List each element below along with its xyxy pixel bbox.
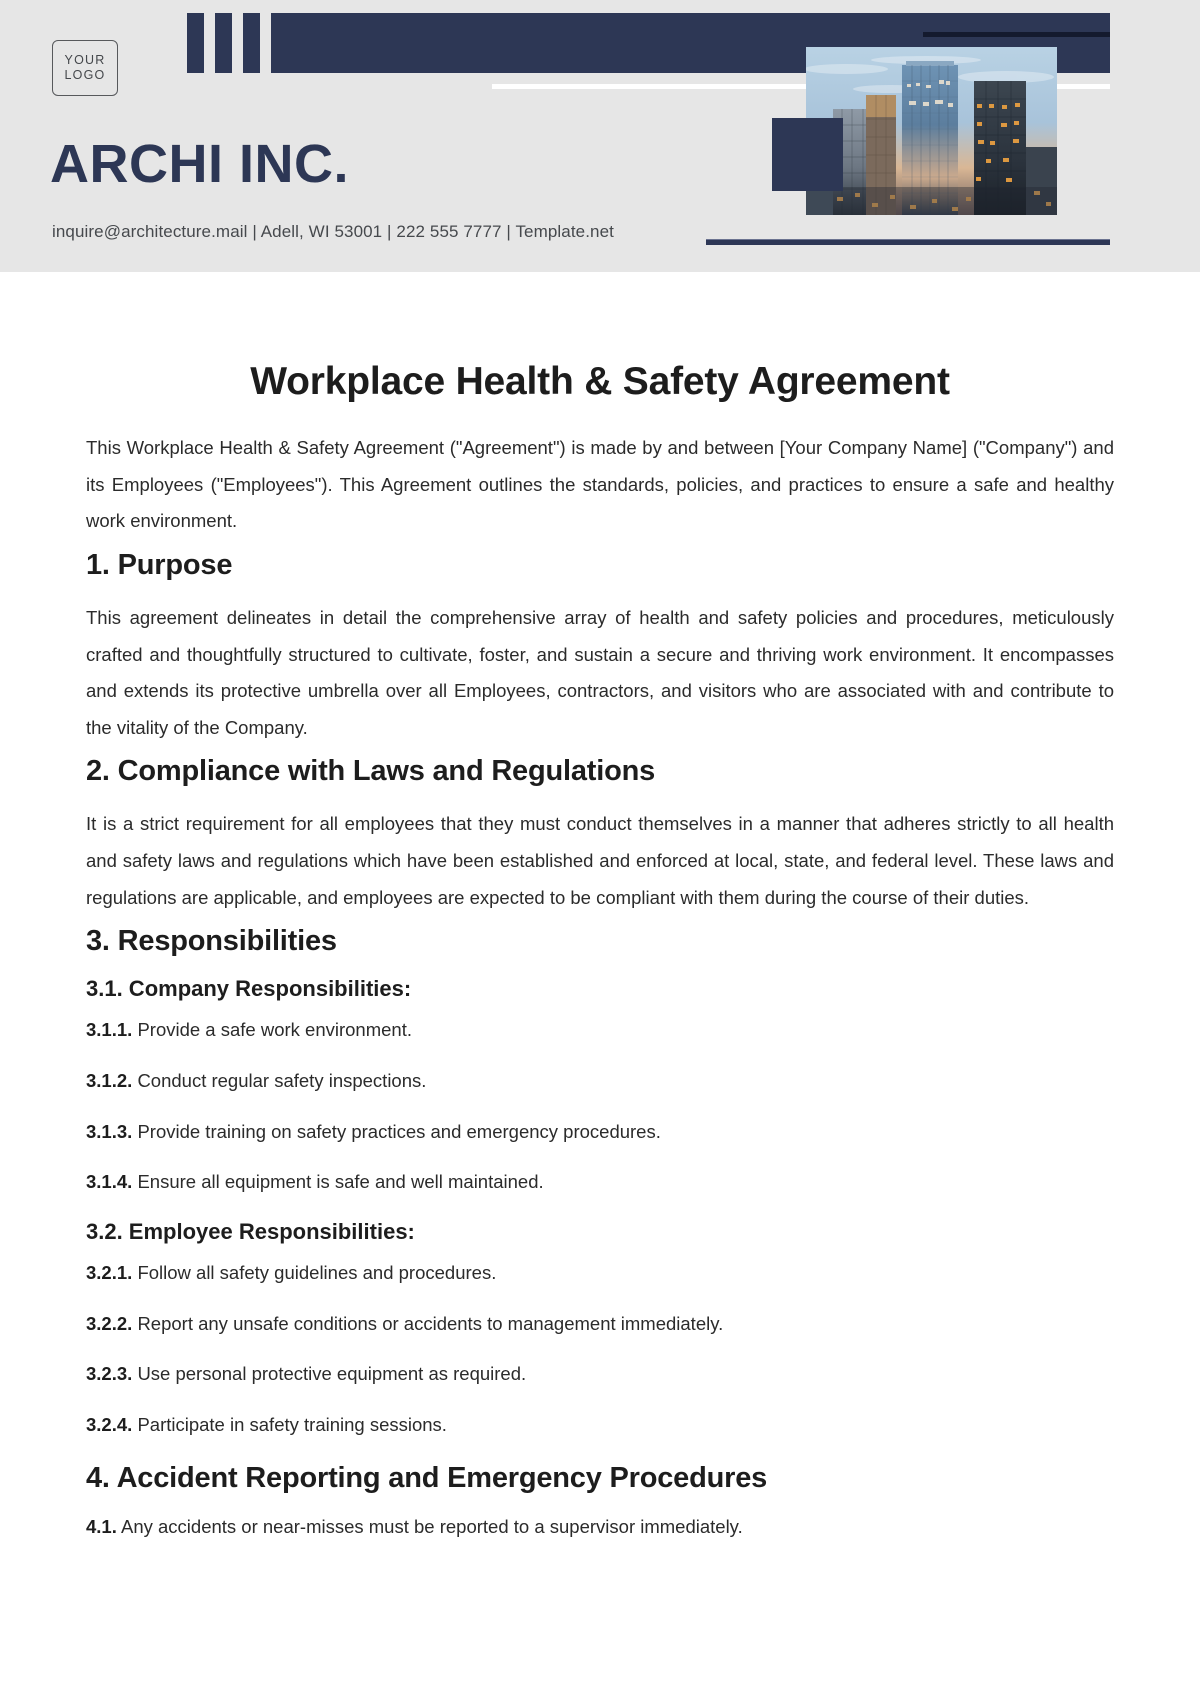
letterhead-right-margin xyxy=(1110,0,1200,272)
clause-number: 3.1.1. xyxy=(86,1019,133,1041)
clause-number: 3.1.2. xyxy=(86,1069,133,1091)
clause-4-1 xyxy=(86,1513,1114,1542)
navy-bottom-rule xyxy=(706,239,1110,245)
clause-text: Any accidents or near-misses must be reported to a supervisor immediately. xyxy=(120,1515,743,1537)
clause-text: Use personal protective equipment as required. xyxy=(137,1363,527,1385)
section-body-1: This agreement delineates in detail the comprehensive array of health and safety policies and procedures, meticulously crafted and thoughtfully structured to cultivate, foster, and sustain a secure and thriving work environment. It encompasses and extends its protective umbrella over all Employees, contractors, and visitors who are associated with and contribute to the vitality of the Company. xyxy=(86,606,1114,738)
clause-text: Participate in safety training sessions. xyxy=(137,1413,447,1435)
clause-number: 3.2.2. xyxy=(86,1312,133,1334)
section-heading-4: 4. Accident Reporting and Emergency Procedures xyxy=(86,1461,768,1494)
clause-text: Follow all safety guidelines and procedures. xyxy=(137,1261,497,1283)
section-heading-3: 3. Responsibilities xyxy=(86,925,337,958)
clause-3-2-2 xyxy=(86,1310,1114,1339)
clause-3-1-2 xyxy=(86,1067,1114,1096)
clause-text: Provide training on safety practices and emergency procedures. xyxy=(137,1120,661,1142)
section-body-2: It is a strict requirement for all employees that they must conduct themselves in a manner that adheres strictly to all health and safety laws and regulations which have been established and enforced at local, state, and federal level. These laws and regulations are applicable, and employees are expected to be compliant with them during the course of their duties. xyxy=(86,813,1114,908)
clause-3-2-3 xyxy=(86,1360,1114,1389)
clause-number: 4.1. xyxy=(86,1515,117,1537)
logo-line-1: YOUR xyxy=(64,52,106,67)
decorative-tick-bar-3 xyxy=(243,13,260,73)
section-heading-2: 2. Compliance with Laws and Regulations xyxy=(86,755,656,788)
clause-text: Report any unsafe conditions or accidents to management immediately. xyxy=(137,1312,724,1334)
clause-text: Conduct regular safety inspections. xyxy=(137,1069,427,1091)
document-body xyxy=(0,272,1200,1563)
subsection-heading-3-1: 3.1. Company Responsibilities: xyxy=(86,976,412,1002)
subsection-heading-3-2: 3.2. Employee Responsibilities: xyxy=(86,1218,415,1244)
clause-number: 3.2.4. xyxy=(86,1413,133,1435)
clause-number: 3.2.3. xyxy=(86,1363,133,1385)
logo-placeholder xyxy=(52,40,118,96)
decorative-tick-bar-2 xyxy=(215,13,232,73)
intro-paragraph: This Workplace Health & Safety Agreement ("Agreement") is made by and between [Your Company Name] ("Company") and its Employees ("Employees"). This Agreement outlines the standards, policies, and practices to ensure a safe and healthy work environment. xyxy=(86,437,1114,532)
clause-number: 3.1.4. xyxy=(86,1171,133,1193)
logo-line-2: LOGO xyxy=(64,68,106,82)
clause-3-1-1 xyxy=(86,1016,1114,1045)
decorative-tick-bar-1 xyxy=(187,13,204,73)
contact-info-line: inquire@architecture.mail | Adell, WI 53001 | 222 555 7777 | Template.net xyxy=(52,222,614,241)
clause-3-2-4 xyxy=(86,1411,1114,1440)
clause-text: Provide a safe work environment. xyxy=(137,1019,412,1041)
page-title: Workplace Health & Safety Agreement xyxy=(250,360,950,403)
clause-number: 3.1.3. xyxy=(86,1120,133,1142)
clause-3-2-1 xyxy=(86,1259,1114,1288)
clause-text: Ensure all equipment is safe and well maintained. xyxy=(137,1171,544,1193)
letterhead-banner xyxy=(0,0,1110,272)
city-skyline-photo xyxy=(806,47,1057,215)
navy-accent-stripe xyxy=(923,32,1110,37)
section-heading-1: 1. Purpose xyxy=(86,548,233,581)
navy-accent-square xyxy=(772,118,843,191)
clause-number: 3.2.1. xyxy=(86,1261,133,1283)
clause-3-1-3 xyxy=(86,1118,1114,1147)
company-name: ARCHI INC. xyxy=(50,134,349,194)
clause-3-1-4 xyxy=(86,1168,1114,1197)
